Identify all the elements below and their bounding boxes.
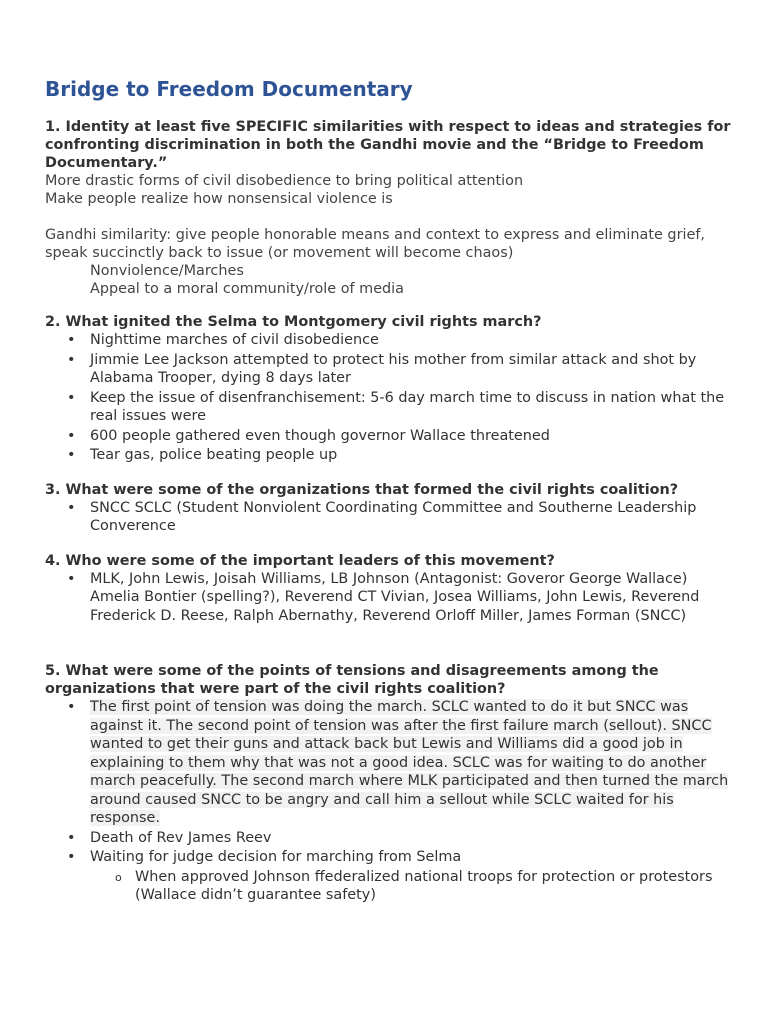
list-item: • SNCC SCLC (Student Nonviolent Coordinating Committee and Southerne Leadership Converence [45, 499, 735, 536]
question-4: 4. Who were some of the important leaders of this movement? [45, 552, 555, 569]
question-1: 1. Identity at least five SPECIFIC similarities with respect to ideas and strategies for confronting discrimination in both the Gandhi movie and the “Bridge to Freedom Documentary.” [45, 119, 731, 171]
list-item: • Waiting for judge decision for marching from Selma [45, 848, 735, 867]
list-item: • MLK, John Lewis, Joisah Williams, LB Johnson (Antagonist: Goveror George Wallace) Amelia Bontier (spelling?), Reverend CT Vivian, Josea Williams, John Lewis, Reverend Frederick D. Reese, Ralph Abernathy, Reverend Orloff Miller, James Forman (SNCC) [45, 570, 735, 626]
sub-list-item: o When approved Johnson ffederalized national troops for protection or protestors (Wallace didn’t guarantee safety) [45, 868, 735, 905]
question-2: 2. What ignited the Selma to Montgomery civil rights march? [45, 314, 542, 330]
list-item: • Death of Rev James Reev [45, 829, 735, 848]
list-item: • Nighttime marches of civil disobedience [45, 331, 735, 350]
question-3: 3. What were some of the organizations that formed the civil rights coalition? [45, 481, 679, 498]
list-item: • 600 people gathered even though governor Wallace threatened [45, 427, 735, 446]
page-title: Bridge to Freedom Documentary [45, 77, 413, 101]
question-5: 5. What were some of the points of tensions and disagreements among the organizations that were part of the civil rights coalition? [45, 663, 659, 697]
q3-bullet-list [45, 499, 735, 536]
q2-bullet-list [45, 331, 735, 465]
list-item [45, 698, 735, 828]
list-item: • Tear gas, police beating people up [45, 446, 735, 465]
list-item: • Keep the issue of disenfranchisement: 5-6 day march time to discuss in nation what the real issues were [45, 389, 735, 426]
q4-bullet-list [45, 570, 735, 626]
indented-line: Nonviolence/Marches [90, 263, 244, 279]
q5-bullet-list [45, 698, 735, 905]
document-body [45, 118, 735, 906]
list-item: • Jimmie Lee Jackson attempted to protect his mother from similar attack and shot by Alabama Trooper, dying 8 days later [45, 351, 735, 388]
answer-line: More drastic forms of civil disobedience to bring political attention [45, 173, 524, 189]
answer-line: Make people realize how nonsensical violence is [45, 191, 393, 207]
highlighted-text: The first point of tension was doing the march. SCLC wanted to do it but SNCC was against it. The second point of tension was after the first failure march (sellout). SNCC wanted to get their guns and attack back but Lewis and Williams did a good job in explaining to them why that was not a good idea. SCLC was for waiting to do another march peacefully. The second march where MLK participated and then turned the march around caused SNCC to be angry and call him a sellout while SCLC waited for his response. [90, 699, 729, 826]
gandhi-similarity: Gandhi similarity: give people honorable means and context to express and eliminate grief, speak succinctly back to issue (or movement will become chaos) [45, 227, 705, 261]
indented-line: Appeal to a moral community/role of media [90, 281, 405, 297]
